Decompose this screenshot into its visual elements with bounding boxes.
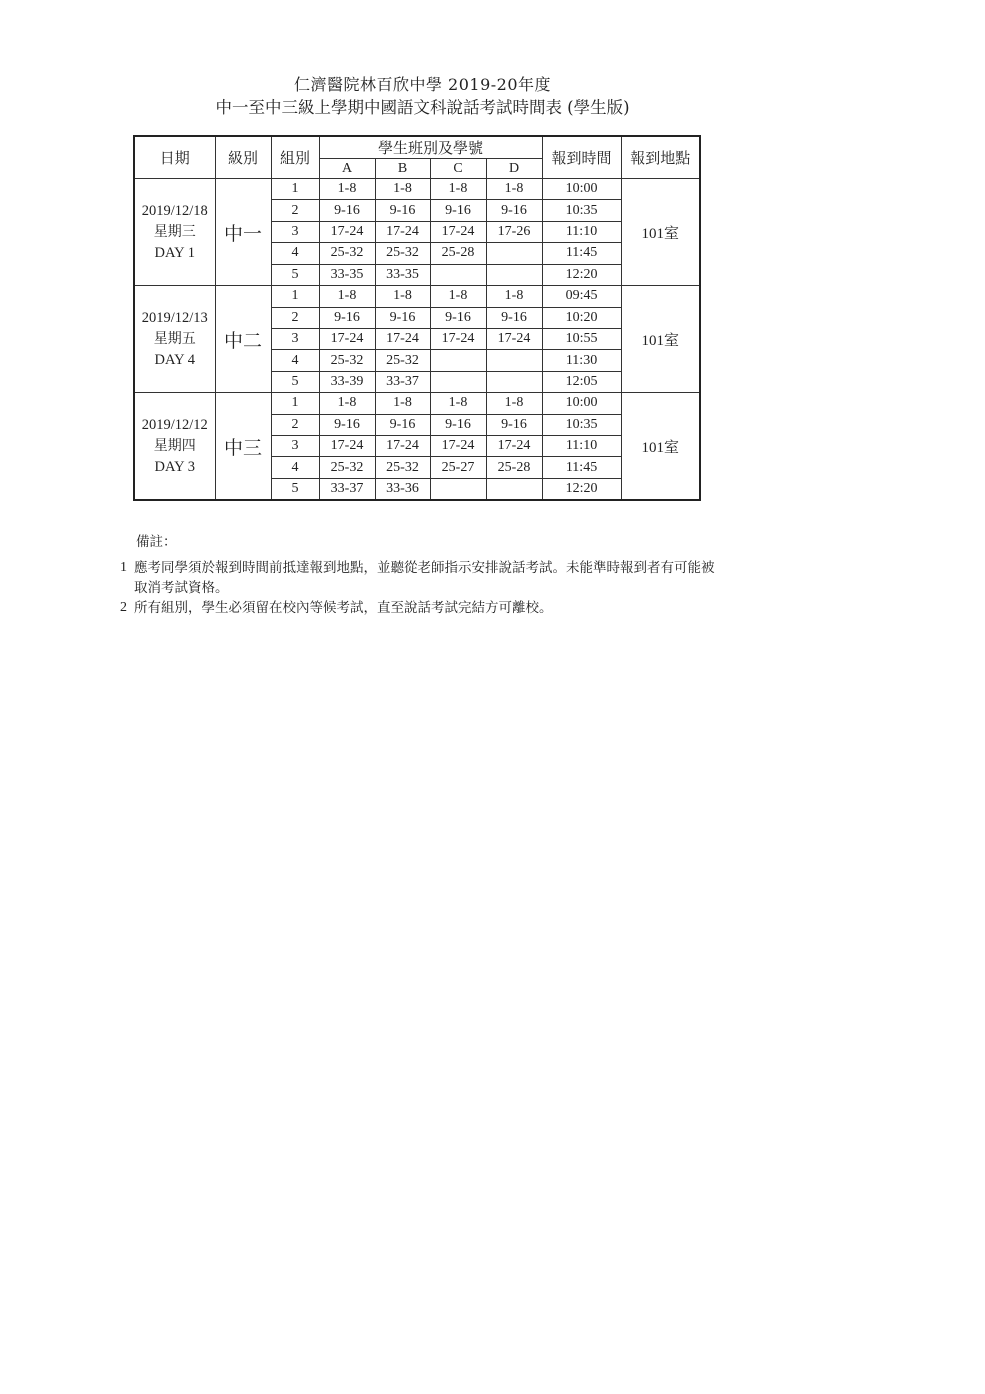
class-b-numbers: 1-8 <box>375 179 430 200</box>
class-a-numbers: 25-32 <box>319 457 375 478</box>
group-number: 4 <box>271 350 319 371</box>
class-c-numbers <box>430 478 486 500</box>
header-group: 組別 <box>271 136 319 179</box>
group-number: 3 <box>271 328 319 349</box>
exam-day-number: DAY 1 <box>154 244 195 261</box>
class-d-numbers <box>486 264 542 285</box>
exam-date: 2019/12/12 <box>141 416 208 433</box>
class-d-numbers <box>486 350 542 371</box>
class-b-numbers: 9-16 <box>375 200 430 221</box>
group-number: 4 <box>271 243 319 264</box>
exam-date-cell <box>134 393 215 500</box>
class-d-numbers: 1-8 <box>486 393 542 414</box>
grade-cell: 中二 <box>215 286 271 393</box>
group-number: 5 <box>271 264 319 285</box>
class-c-numbers: 1-8 <box>430 393 486 414</box>
table-row <box>134 286 700 307</box>
report-time: 10:00 <box>542 179 621 200</box>
group-number: 2 <box>271 414 319 435</box>
class-c-numbers: 17-24 <box>430 436 486 457</box>
header-report-place: 報到地點 <box>621 136 700 179</box>
note-number: 1 <box>120 560 127 575</box>
class-b-numbers: 9-16 <box>375 307 430 328</box>
exam-day-number: DAY 3 <box>154 458 195 475</box>
report-time: 11:10 <box>542 436 621 457</box>
exam-schedule-table <box>133 135 701 501</box>
exam-weekday: 星期三 <box>153 223 196 240</box>
exam-weekday: 星期五 <box>153 330 196 347</box>
class-b-numbers: 25-32 <box>375 457 430 478</box>
report-time: 11:45 <box>542 457 621 478</box>
class-d-numbers: 17-24 <box>486 436 542 457</box>
class-b-numbers: 9-16 <box>375 414 430 435</box>
class-c-numbers <box>430 350 486 371</box>
grade-cell: 中一 <box>215 179 271 286</box>
group-number: 3 <box>271 436 319 457</box>
report-time: 10:20 <box>542 307 621 328</box>
notes-heading: 備註： <box>136 534 177 550</box>
note-number: 2 <box>120 600 127 615</box>
class-a-numbers: 33-37 <box>319 478 375 500</box>
class-c-numbers: 25-28 <box>430 243 486 264</box>
note-text: 所有組別，學生必須留在校內等候考試，直至說話考試完結方可離校。 <box>134 600 553 616</box>
class-a-numbers: 25-32 <box>319 243 375 264</box>
class-b-numbers: 17-24 <box>375 328 430 349</box>
class-b-numbers: 25-32 <box>375 350 430 371</box>
table-row <box>134 179 700 200</box>
exam-weekday: 星期四 <box>153 437 196 454</box>
document-title-line1: 仁濟醫院林百欣中學 2019-20年度 <box>293 75 552 94</box>
class-b-numbers: 33-35 <box>375 264 430 285</box>
exam-date-cell <box>134 179 215 286</box>
header-class-b: B <box>375 159 430 179</box>
group-number: 3 <box>271 221 319 242</box>
group-number: 2 <box>271 200 319 221</box>
header-class-and-number: 學生班別及學號 <box>319 136 542 159</box>
note-item <box>120 598 720 618</box>
report-place: 101室 <box>621 393 700 500</box>
class-d-numbers: 17-24 <box>486 328 542 349</box>
header-class-d: D <box>486 159 542 179</box>
report-time: 10:35 <box>542 200 621 221</box>
group-number: 1 <box>271 286 319 307</box>
report-time: 11:10 <box>542 221 621 242</box>
class-b-numbers: 17-24 <box>375 436 430 457</box>
class-a-numbers: 9-16 <box>319 414 375 435</box>
exam-date: 2019/12/18 <box>141 202 208 219</box>
report-time: 10:55 <box>542 328 621 349</box>
report-place: 101室 <box>621 286 700 393</box>
class-d-numbers: 25-28 <box>486 457 542 478</box>
report-time: 12:20 <box>542 478 621 500</box>
class-a-numbers: 1-8 <box>319 286 375 307</box>
class-c-numbers: 25-27 <box>430 457 486 478</box>
class-c-numbers: 1-8 <box>430 179 486 200</box>
class-d-numbers <box>486 243 542 264</box>
class-b-numbers: 33-37 <box>375 371 430 392</box>
note-item <box>120 558 720 598</box>
report-time: 11:45 <box>542 243 621 264</box>
report-time: 11:30 <box>542 350 621 371</box>
class-d-numbers: 1-8 <box>486 179 542 200</box>
class-a-numbers: 1-8 <box>319 393 375 414</box>
class-a-numbers: 33-39 <box>319 371 375 392</box>
class-a-numbers: 9-16 <box>319 200 375 221</box>
notes-section <box>120 532 720 618</box>
class-c-numbers: 9-16 <box>430 414 486 435</box>
report-time: 12:20 <box>542 264 621 285</box>
class-d-numbers: 9-16 <box>486 414 542 435</box>
class-b-numbers: 1-8 <box>375 393 430 414</box>
group-number: 5 <box>271 371 319 392</box>
class-d-numbers <box>486 371 542 392</box>
exam-day-number: DAY 4 <box>154 351 195 368</box>
exam-date: 2019/12/13 <box>141 309 208 326</box>
class-b-numbers: 17-24 <box>375 221 430 242</box>
header-class-c: C <box>430 159 486 179</box>
class-b-numbers: 33-36 <box>375 478 430 500</box>
group-number: 2 <box>271 307 319 328</box>
exam-date-cell <box>134 286 215 393</box>
group-number: 4 <box>271 457 319 478</box>
class-a-numbers: 33-35 <box>319 264 375 285</box>
class-d-numbers: 1-8 <box>486 286 542 307</box>
class-c-numbers: 9-16 <box>430 200 486 221</box>
class-c-numbers <box>430 371 486 392</box>
class-b-numbers: 25-32 <box>375 243 430 264</box>
header-class-a: A <box>319 159 375 179</box>
report-time: 10:00 <box>542 393 621 414</box>
class-a-numbers: 9-16 <box>319 307 375 328</box>
class-a-numbers: 17-24 <box>319 436 375 457</box>
group-number: 1 <box>271 393 319 414</box>
document-title-line2: 中一至中三級上學期中國語文科說話考試時間表 (學生版) <box>215 98 630 117</box>
class-c-numbers: 9-16 <box>430 307 486 328</box>
header-date: 日期 <box>134 136 215 179</box>
class-a-numbers: 17-24 <box>319 221 375 242</box>
group-number: 1 <box>271 179 319 200</box>
group-number: 5 <box>271 478 319 500</box>
report-place: 101室 <box>621 179 700 286</box>
class-a-numbers: 25-32 <box>319 350 375 371</box>
note-text: 應考同學須於報到時間前抵達報到地點，並聽從老師指示安排說話考試。未能準時報到者有可能被取消考試資格。 <box>134 560 715 596</box>
class-b-numbers: 1-8 <box>375 286 430 307</box>
header-report-time: 報到時間 <box>542 136 621 179</box>
class-d-numbers <box>486 478 542 500</box>
report-time: 09:45 <box>542 286 621 307</box>
class-c-numbers <box>430 264 486 285</box>
class-d-numbers: 9-16 <box>486 307 542 328</box>
class-c-numbers: 17-24 <box>430 328 486 349</box>
report-time: 12:05 <box>542 371 621 392</box>
class-a-numbers: 1-8 <box>319 179 375 200</box>
class-d-numbers: 9-16 <box>486 200 542 221</box>
class-c-numbers: 1-8 <box>430 286 486 307</box>
report-time: 10:35 <box>542 414 621 435</box>
grade-cell: 中三 <box>215 393 271 500</box>
class-a-numbers: 17-24 <box>319 328 375 349</box>
header-grade: 級別 <box>215 136 271 179</box>
class-d-numbers: 17-26 <box>486 221 542 242</box>
class-c-numbers: 17-24 <box>430 221 486 242</box>
table-row <box>134 393 700 414</box>
